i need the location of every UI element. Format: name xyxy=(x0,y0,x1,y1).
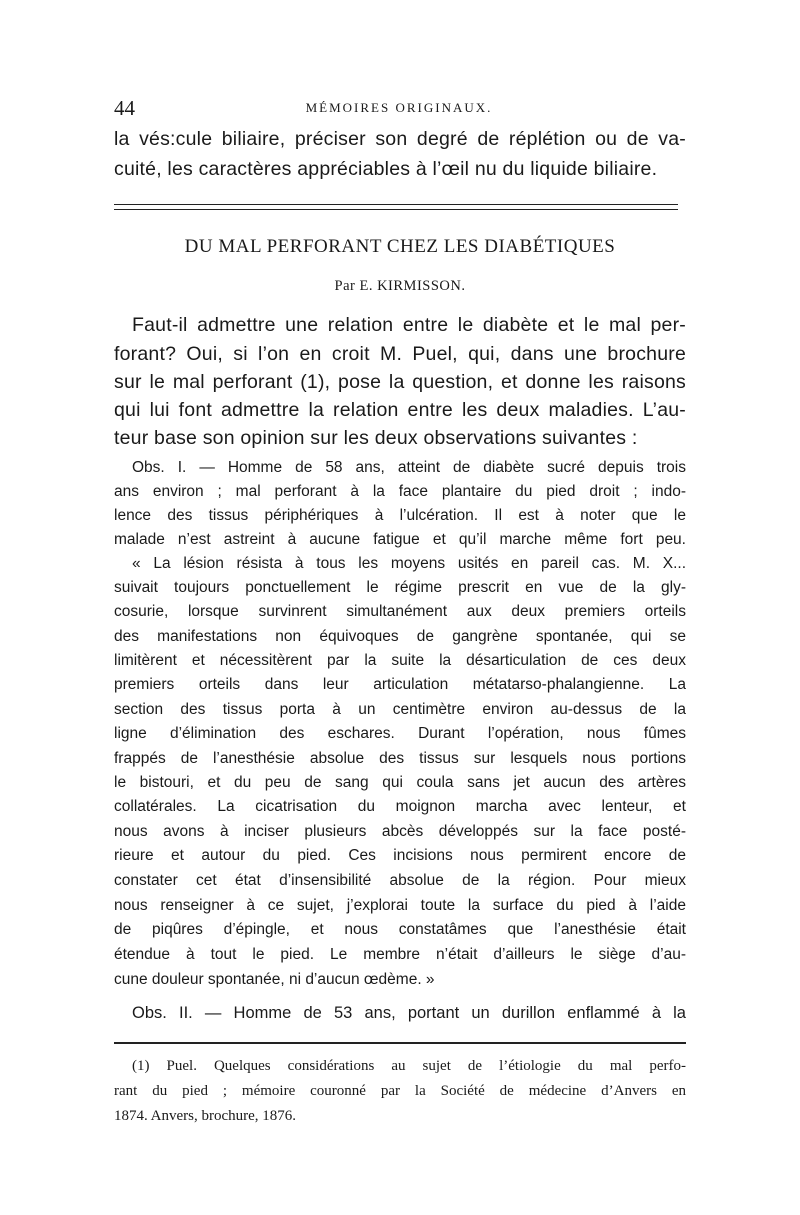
page-header xyxy=(114,96,684,124)
obs1-line: nous renseigner à ce sujet, j’explorai toute la surface du pied à l’aide xyxy=(114,897,686,914)
obs1-line: constater cet état d’insensibilité absolue de la région. Pour mieux xyxy=(114,872,686,889)
obs1-line: cosurie, lorsque survinrent simultanément aux deux premiers orteils xyxy=(114,603,686,620)
page-number: 44 xyxy=(114,96,135,120)
intro-line: cuité, les caractères appréciables à l’œil nu du liquide biliaire. xyxy=(114,158,658,180)
footnote-line: 1874. Anvers, brochure, 1876. xyxy=(114,1108,297,1124)
body-line: qui lui font admettre la relation entre les deux maladies. L’au- xyxy=(114,399,686,421)
footnote-rule xyxy=(114,1042,686,1044)
obs1-line: nous avons à inciser plusieurs abcès développés sur la face posté- xyxy=(114,823,686,840)
obs1-line: ans environ ; mal perforant à la face plantaire du pied droit ; indo- xyxy=(114,483,686,500)
body-line: Faut-il admettre une relation entre le diabète et le mal per- xyxy=(132,314,686,336)
obs1-line: lence des tissus périphériques à l’ulcération. Il est à noter que le xyxy=(114,507,686,524)
obs1-line: de piqûres d’épingle, et nous constatâmes que l’anesthésie était xyxy=(114,921,686,938)
obs1-line: ligne d’élimination des eschares. Durant l’opération, nous fûmes xyxy=(114,725,686,742)
body-line: sur le mal perforant (1), pose la question, et donne les raisons xyxy=(114,371,686,393)
obs1-line: « La lésion résista à tous les moyens usités en pareil cas. M. X... xyxy=(132,555,686,572)
obs1-line: section des tissus porta à un centimètre environ au-dessus de la xyxy=(114,701,686,718)
body-line: forant? Oui, si l’on en croit M. Puel, qui, dans une brochure xyxy=(114,343,686,365)
intro-line: la vés:cule biliaire, préciser son degré de réplétion ou de va- xyxy=(114,128,686,150)
obs2-line: Obs. II. — Homme de 53 ans, portant un durillon enflammé à la xyxy=(132,1004,686,1022)
obs1-line: rieure et autour du pied. Ces incisions nous permirent encore de xyxy=(114,847,686,864)
obs1-line: suivait toujours ponctuellement le régime prescrit en vue de la gly- xyxy=(114,579,686,596)
article-author: Par E. KIRMISSON. xyxy=(334,278,466,294)
body-line: teur base son opinion sur les deux observations suivantes : xyxy=(114,427,638,449)
obs1-line: collatérales. La cicatrisation du moignon marcha avec lenteur, et xyxy=(114,798,686,815)
obs1-line: malade n’est astreint à aucune fatigue et qu’il marche même fort peu. xyxy=(114,531,686,548)
obs1-line: des manifestations non équivoques de gangrène spontanée, qui se xyxy=(114,628,686,645)
obs1-line: Obs. I. — Homme de 58 ans, atteint de diabète sucré depuis trois xyxy=(132,459,686,476)
running-title: MÉMOIRES ORIGINAUX. xyxy=(305,100,493,115)
obs1-line: le bistouri, et du peu de sang qui coula sans jet aucun des artères xyxy=(114,774,686,791)
obs1-line: premiers orteils dans leur articulation métatarso-phalangienne. La xyxy=(114,676,686,693)
footnote-line: rant du pied ; mémoire couronné par la Société de médecine d’Anvers en xyxy=(114,1083,686,1099)
obs1-line: frappés de l’anesthésie absolue des tissus sur lesquels nous portions xyxy=(114,750,686,767)
footnote-line: (1) Puel. Quelques considérations au sujet de l’étiologie du mal perfo- xyxy=(132,1058,686,1074)
section-divider xyxy=(114,204,678,210)
obs1-line: cune douleur spontanée, ni d’aucun œdème. » xyxy=(114,971,435,988)
article-title: DU MAL PERFORANT CHEZ LES DIABÉTIQUES xyxy=(184,236,616,257)
obs1-line: étendue à tout le pied. Le membre n’était d’ailleurs le siège d’au- xyxy=(114,946,686,963)
obs1-line: limitèrent et nécessitèrent par la suite la désarticulation de ces deux xyxy=(114,652,686,669)
